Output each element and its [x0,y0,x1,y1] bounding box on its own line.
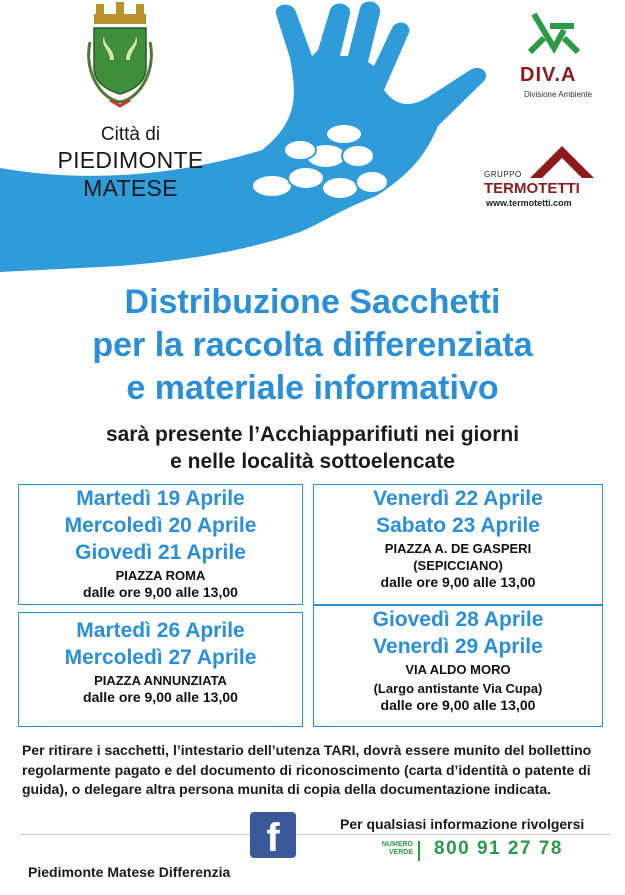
schedule-hours: dalle ore 9,00 alle 13,00 [83,584,238,600]
schedule-box-3 [18,612,303,727]
schedule-hours: dalle ore 9,00 alle 13,00 [83,689,238,705]
crest-icon [80,2,160,110]
schedule-day: Venerdì 22 Aprile [373,487,543,510]
schedule-place: PIAZZA A. DE GASPERI [384,541,532,556]
numero-verde-label [377,841,413,857]
termotetti-group: GRUPPO [484,170,522,179]
termotetti-url: www.termotetti.com [486,198,572,208]
footer-label: Piedimonte Matese Differenzia [28,864,231,880]
numero-label: NUMERO [381,841,413,848]
schedule-box-2 [313,484,603,605]
termotetti-name: TERMOTETTI [484,180,580,197]
divider-bar [418,841,420,861]
city-name: PIEDIMONTE MATESE [57,147,204,201]
schedule-day: Sabato 23 Aprile [376,514,540,537]
diva-logo [516,8,616,108]
schedule-place: PIAZZA ANNUNZIATA [94,673,227,688]
schedule-hours: dalle ore 9,00 alle 13,00 [380,574,536,590]
schedule-place: PIAZZA ROMA [115,568,206,583]
schedule-day: Venerdì 29 Aprile [373,635,543,658]
notice-text: Per ritirare i sacchetti, l’intestario dell’utenza TARI, dovrà essere munito del bollettino regolarmente pagato e del documento di riconoscimento (carta d’identità o patente di guida), o delegare altra persona munita di copia della documentazione indicata. [22,742,592,797]
subtitle-line-2: e nelle località sottoelencate [170,450,455,473]
title-line-3: e materiale informativo [126,369,499,407]
city-prefix: Città di [100,124,161,145]
schedule-day: Martedì 26 Aprile [76,619,245,642]
divider [20,834,610,835]
schedule-hours: dalle ore 9,00 alle 13,00 [380,697,536,713]
info-text: Per qualsiasi informazione rivolgersi [340,816,585,832]
diva-name: DIV.A [520,64,577,86]
schedule-note: (SEPICCIANO) [413,558,503,573]
schedule-day: Mercoledì 20 Aprile [64,514,257,537]
schedule-day: Giovedì 21 Aprile [75,541,246,564]
schedule-day: Giovedì 28 Aprile [372,608,544,631]
schedule-place: VIA ALDO MORO [405,662,511,677]
termotetti-logo [484,142,604,212]
schedule-day: Mercoledì 27 Aprile [64,646,257,669]
schedule-box-4 [313,605,603,727]
diva-subtitle: Divisione Ambiente [524,90,593,99]
title-line-2: per la raccolta differenziata [92,326,533,364]
city-block [18,124,243,202]
subtitle-line-1: sarà presente l’Acchiapparifiuti nei giorni [105,423,520,446]
phone-number[interactable]: 800 91 27 78 [434,838,563,859]
facebook-icon[interactable]: f [250,812,296,858]
verde-label: VERDE [388,849,413,856]
title-line-1: Distribuzione Sacchetti [124,283,501,321]
roof-icon [528,142,598,182]
schedule-day: Martedì 19 Aprile [76,487,245,510]
schedule-note: (Largo antistante Via Cupa) [373,681,543,696]
schedule-box-1 [18,484,303,605]
diva-mark-icon [524,8,584,63]
